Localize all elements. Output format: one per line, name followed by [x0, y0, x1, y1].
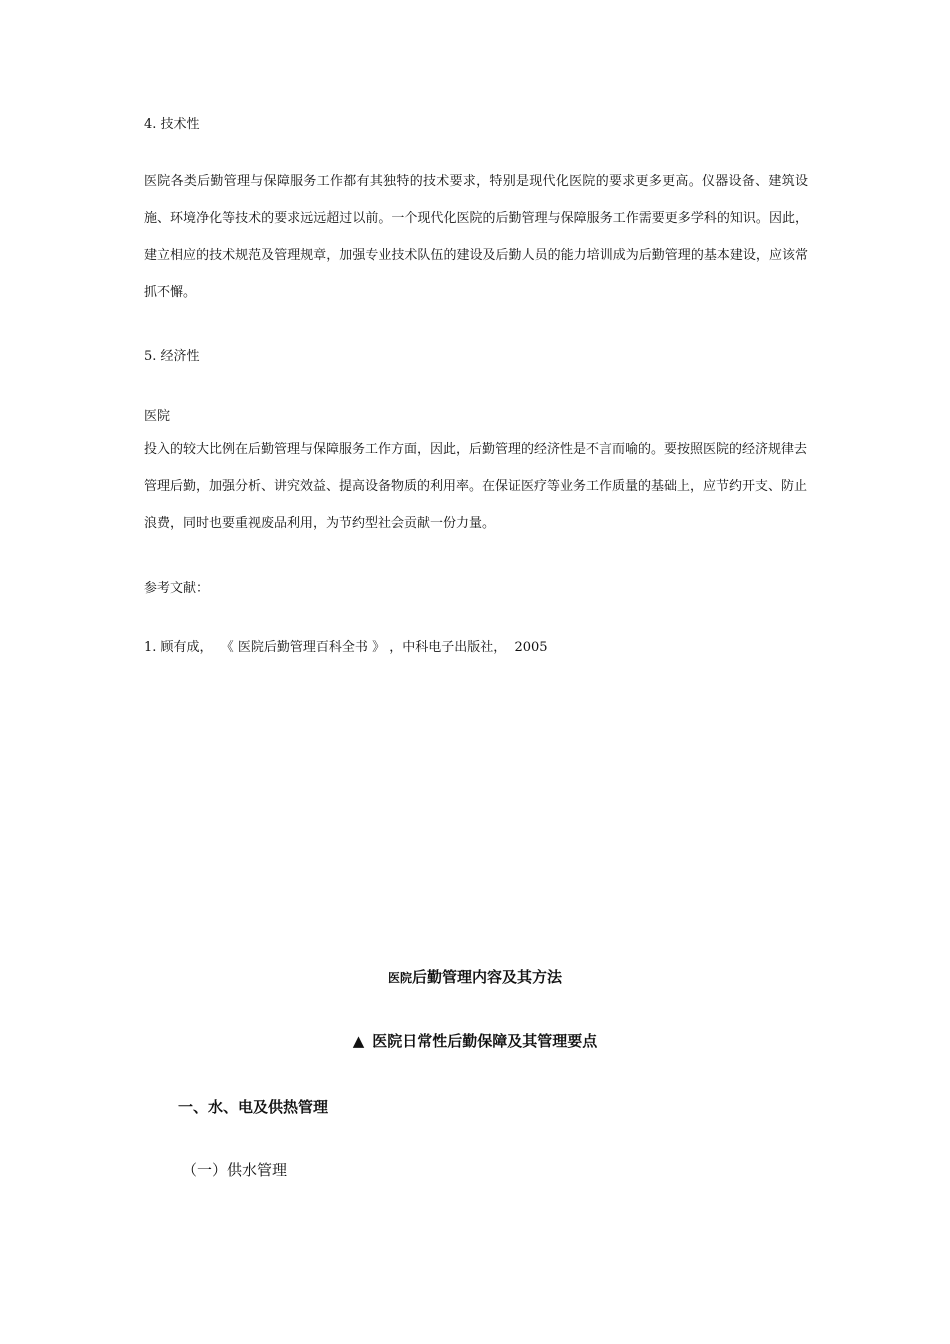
part-title [0, 966, 950, 987]
section-5-paragraph: 投入的较大比例在后勤管理与保障服务工作方面，因此，后勤管理的经济性是不言而喻的。要按照医院的经济规律去管理后勤，加强分析、讲究效益、提高设备物质的利用率。在保证医疗等业务工作质量的基础上，应节约开支、防止浪费，同时也要重视废品利用，为节约型社会贡献一份力量。 [144, 442, 808, 531]
part-title-main: 后勤管理内容及其方法 [412, 968, 563, 986]
references-heading: 参考文献： [144, 581, 210, 596]
triangle-icon: ▲ [352, 1032, 365, 1050]
section-4-heading: 4. 技术性 [144, 117, 200, 132]
part-subtitle-text: 医院日常性后勤保障及其管理要点 [372, 1032, 598, 1050]
part-title-prefix: 医院 [387, 971, 412, 985]
section-1-heading: 一、水、电及供热管理 [178, 1098, 329, 1116]
reference-item: 1. 顾有成， 《 医院后勤管理百科全书 》 ，中科电子出版社， 2005 [144, 640, 548, 655]
section-5-heading: 5. 经济性 [144, 349, 200, 364]
part-subtitle [0, 1030, 950, 1051]
subsection-1-heading: （一）供水管理 [182, 1161, 288, 1179]
section-4-paragraph: 医院各类后勤管理与保障服务工作都有其独特的技术要求，特别是现代化医院的要求更多更高。仪器设备、建筑设施、环境净化等技术的要求远远超过以前。一个现代化医院的后勤管理与保障服务工作需要更多学科的知识。因此，建立相应的技术规范及管理规章，加强专业技术队伍的建设及后勤人员的能力培训成为后勤管理的基本建设，应该常抓不懈。 [144, 174, 808, 300]
section-5-lead: 医院 [144, 409, 171, 424]
